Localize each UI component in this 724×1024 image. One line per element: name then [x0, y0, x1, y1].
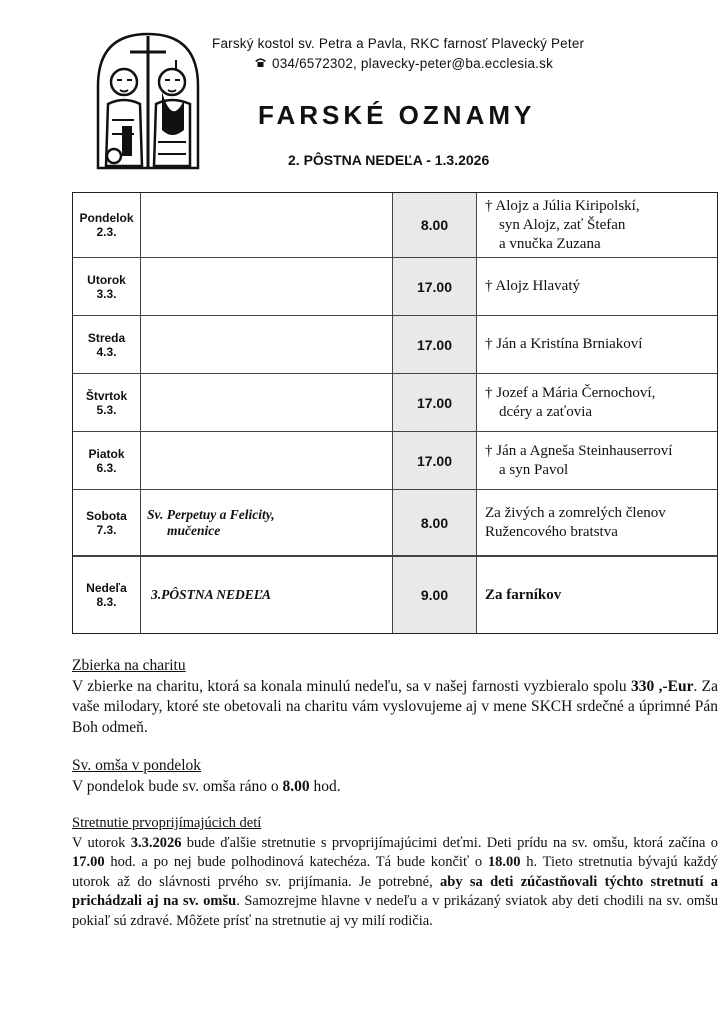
day-name: Pondelok — [79, 211, 134, 225]
day-name: Piatok — [88, 446, 125, 461]
day-date: 6.3. — [96, 460, 117, 475]
feast-line: mučenice — [167, 522, 221, 538]
feast-cell — [141, 316, 393, 373]
mass-schedule-table — [72, 192, 718, 634]
schedule-row-monday — [73, 193, 717, 257]
charity-text: V zbierke na charitu, ktorá sa konala minulú nedeľu, sa v našej farnosti vyzbieralo spolu — [72, 677, 631, 695]
fc-emphasis: aby sa deti zúčastňovali týchto stretnutí a prichádzali aj na sv. omšu — [72, 873, 718, 909]
fc-text-1: V utorok — [72, 834, 131, 851]
first-communion-heading: Stretnutie prvoprijímajúcich detí — [72, 815, 262, 831]
monday-mass-text-2: hod. — [309, 777, 341, 795]
intention-line: † Alojz a Júlia Kiripolskí, — [485, 197, 640, 214]
day-date: 8.3. — [96, 595, 117, 609]
fc-text-2: bude ďalšie stretnutie s prvoprijímajúcimi deťmi. Deti prídu na sv. omšu, ktorá začína o — [181, 834, 718, 851]
charity-amount: 330 ,-Eur — [631, 677, 694, 695]
fc-end-time: 18.00 — [487, 854, 521, 870]
mass-time: 17.00 — [393, 374, 477, 431]
feast-line: 3.PÔSTNA NEDEĽA — [151, 587, 272, 602]
day-name: Nedeľa — [86, 581, 127, 595]
intention-cell — [477, 432, 717, 489]
mass-time: 8.00 — [393, 490, 477, 555]
schedule-row-sunday — [73, 555, 717, 633]
day-date: 7.3. — [96, 522, 117, 537]
intention-cell — [477, 557, 717, 633]
intention-line: a vnučka Zuzana — [499, 235, 601, 252]
feast-cell — [141, 374, 393, 431]
schedule-row-thursday — [73, 373, 717, 431]
day-name: Streda — [87, 330, 126, 345]
intention-cell — [477, 374, 717, 431]
feast-cell — [141, 193, 393, 257]
saints-peter-paul-logo-icon — [92, 30, 204, 172]
fc-start-time: 17.00 — [72, 854, 105, 870]
intention-line: † Alojz Hlavatý — [485, 278, 580, 294]
mass-time: 8.00 — [393, 193, 477, 257]
intention-line: dcéry a zaťovia — [499, 403, 593, 420]
first-communion-announcement — [72, 814, 718, 931]
intention-line: Ružencového bratstva — [485, 523, 618, 540]
schedule-row-saturday — [73, 489, 717, 555]
day-name: Sobota — [86, 508, 127, 523]
feast-cell — [141, 432, 393, 489]
day-date: 2.3. — [96, 225, 117, 239]
fc-date: 3.3.2026 — [130, 834, 182, 851]
intention-line: syn Alojz, zať Štefan — [499, 216, 626, 233]
phone-icon — [254, 56, 268, 71]
day-name: Utorok — [87, 272, 126, 287]
day-date: 5.3. — [96, 402, 117, 417]
feast-line: Sv. Perpetuy a Felicity, — [147, 506, 275, 522]
intention-cell — [477, 490, 717, 555]
charity-text-2: . Za vaše milodary, ktoré ste obetovali na charitu vám vyslovujeme aj v mene SKCH srdečné a úprimné Pán Boh odmeň. — [72, 677, 719, 736]
intention-line: a syn Pavol — [499, 461, 569, 478]
monday-mass-time: 8.00 — [282, 777, 310, 795]
day-date: 3.3. — [96, 286, 117, 301]
monday-mass-text: V pondelok bude sv. omša ráno o — [72, 777, 283, 795]
intention-line: † Ján a Kristína Brniakoví — [485, 336, 643, 352]
contact-line — [254, 56, 553, 71]
schedule-row-wednesday — [73, 315, 717, 373]
intention-cell — [477, 258, 717, 315]
feast-cell — [141, 557, 393, 633]
feast-cell — [141, 258, 393, 315]
fc-text-4: h. Tieto stretnutia bývajú každý utorok až do slávnosti prvého sv. prijímania. Je potrebné, — [72, 854, 718, 890]
mass-time: 17.00 — [393, 316, 477, 373]
mass-time: 17.00 — [393, 258, 477, 315]
schedule-row-tuesday — [73, 257, 717, 315]
mass-time: 9.00 — [393, 557, 477, 633]
fc-text-3: hod. a po nej bude polhodinová katechéza. Tá bude končiť o — [104, 854, 488, 870]
schedule-row-friday — [73, 431, 717, 489]
feast-cell — [141, 490, 393, 555]
charity-heading: Zbierka na charitu — [72, 657, 186, 674]
page-subtitle: 2. PÔSTNA NEDEĽA - 1.3.2026 — [288, 152, 490, 168]
monday-mass-heading: Sv. omša v pondelok — [72, 757, 202, 774]
monday-mass-announcement — [72, 756, 718, 797]
intention-line: Za farníkov — [485, 586, 562, 603]
intention-cell — [477, 193, 717, 257]
fc-text-5: . Samozrejme hlavne v nedeľu a v prikázaný sviatok aby deti chodili na sv. omšu pokiaľ sú zdravé. Môžete prísť na stretnutie aj vy milí rodičia. — [72, 893, 719, 929]
day-name: Štvrtok — [85, 388, 128, 403]
parish-name: Farský kostol sv. Petra a Pavla, RKC farnosť Plavecký Peter — [212, 36, 585, 51]
intention-cell — [477, 316, 717, 373]
intention-line: † Jozef a Mária Černochoví, — [485, 384, 656, 401]
intention-line: Za živých a zomrelých členov — [485, 504, 666, 521]
mass-time: 17.00 — [393, 432, 477, 489]
charity-announcement — [72, 656, 718, 738]
day-date: 4.3. — [96, 344, 117, 359]
page-title: FARSKÉ OZNAMY — [258, 100, 536, 130]
intention-line: † Ján a Agneša Steinhauserroví — [485, 442, 673, 459]
contact-text: 034/6572302, plavecky-peter@ba.ecclesia.sk — [272, 56, 554, 71]
